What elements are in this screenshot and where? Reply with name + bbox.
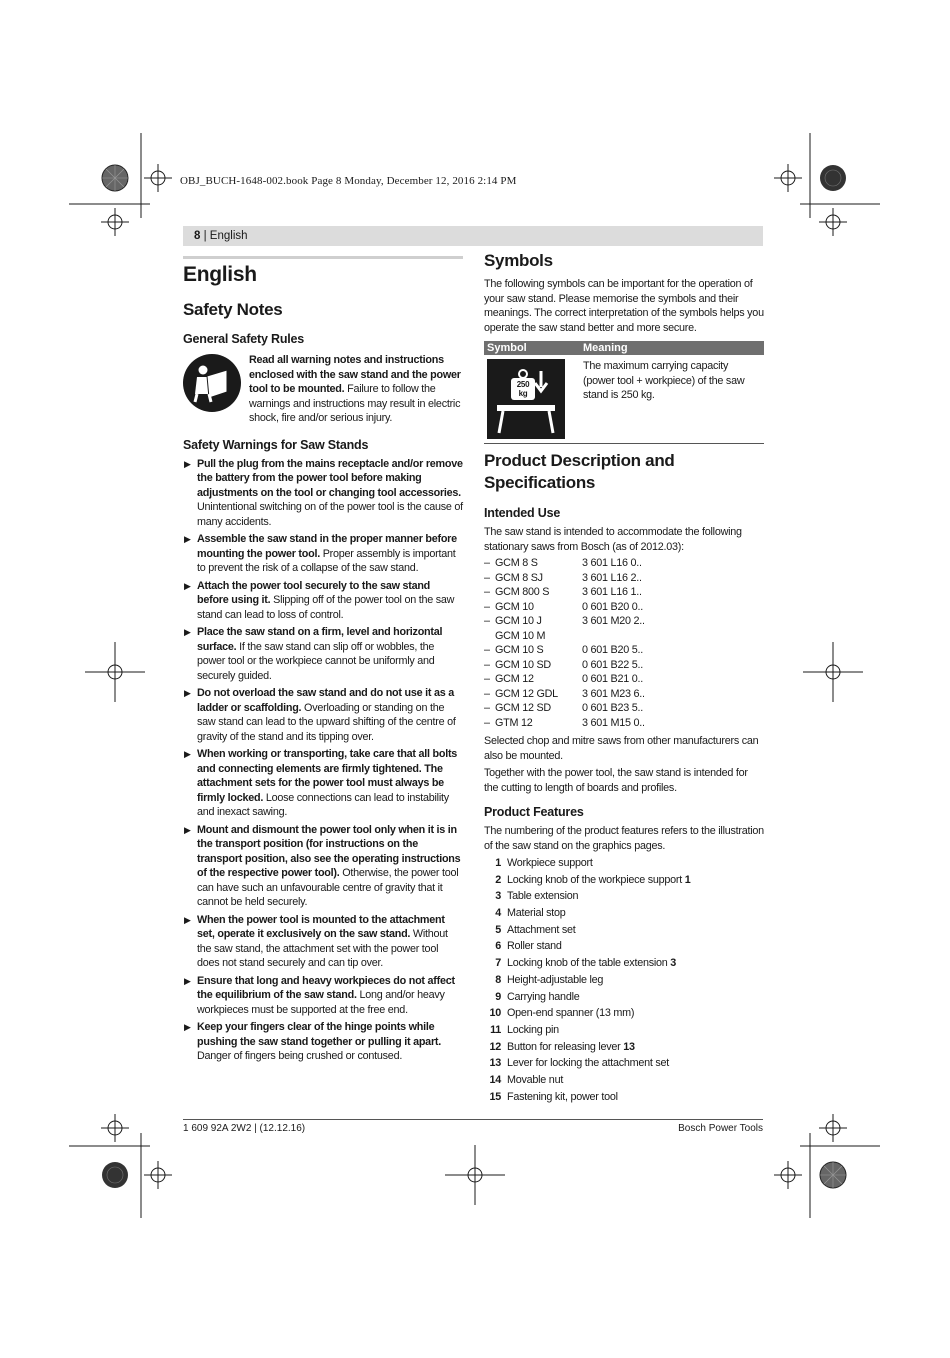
saw-models-list [484, 556, 764, 730]
title-rule [183, 256, 463, 259]
symbols-heading: Symbols [484, 251, 553, 270]
list-item: – GCM 10 S 0 601 B20 5.. [484, 644, 643, 656]
warning-item: ▶ Keep your fingers clear of the hinge points while pushing the saw stand together or pulling it apart. Danger of fingers being crushed or contused. [184, 1021, 441, 1062]
header-language: English [209, 230, 248, 242]
product-description-heading: Product Description and Specifications [484, 451, 675, 492]
list-item: 3 Table extension [495, 890, 579, 903]
read-manual-icon [183, 354, 241, 412]
capacity-value: 250 [516, 380, 530, 389]
list-item: – GCM 12 SD 0 601 B23 5.. [484, 702, 643, 714]
warning-item: ▶ Assemble the saw stand in the proper manner before mounting the power tool. Proper assembly is important to prevent the risk of a collapse of the saw stand. [184, 533, 457, 574]
product-features-heading: Product Features [484, 805, 584, 819]
symbols-table [484, 341, 764, 444]
warning-item: ▶ Do not overload the saw stand and do not use it as a ladder or scaffolding. Overloading or standing on the saw stand can lead to the upward shifting of the centre of gravity of the stand and its tipping over. [184, 687, 456, 743]
left-column [183, 256, 463, 1067]
list-item: 5 Attachment set [495, 923, 576, 936]
warning-item: ▶ Mount and dismount the power tool only when it is in the transport position (for instructions on the transport position, also see the operating instructions of the respective power tool). Otherwise, the power tool can have such an unfavourable centre of gravity that it cannot be held securely. [184, 823, 461, 908]
symbol-col-header: Symbol [484, 341, 580, 355]
read-instructions-block [183, 353, 463, 426]
header-separator: | [200, 230, 210, 242]
features-intro: The numbering of the product features refers to the illustration of the saw stand on the graphics pages. [484, 825, 764, 852]
list-item: 8 Height-adjustable leg [495, 973, 604, 986]
warning-item: ▶ Pull the plug from the mains receptacle and/or remove the battery from the power tool before making adjustments on the tool or changing tool accessories. Unintentional switching on of the power tool is the cause of many accidents. [184, 457, 463, 528]
list-item: – GCM 10 SD 0 601 B22 5.. [484, 658, 643, 671]
list-item: 11 Locking pin [490, 1023, 559, 1036]
list-item: 9 Carrying handle [495, 990, 580, 1003]
language-title: English [183, 263, 257, 286]
general-rules-heading: General Safety Rules [183, 332, 305, 346]
list-item: 12 Button for releasing lever 13 [489, 1040, 635, 1053]
list-item: 4 Material stop [495, 907, 566, 920]
list-item: 10 Open-end spanner (13 mm) [489, 1007, 635, 1020]
list-item: 7 Locking knob of the table extension 3 [495, 957, 677, 970]
features-list [484, 856, 764, 1104]
footer-brand: Bosch Power Tools [678, 1123, 763, 1134]
page-header-bar [183, 226, 763, 246]
weight-capacity-icon [487, 359, 565, 439]
saw-warnings-heading: Safety Warnings for Saw Stands [183, 437, 369, 452]
list-item: – GCM 800 S 3 601 L16 1.. [484, 586, 642, 598]
capacity-unit: kg [518, 389, 528, 398]
together-text: Together with the power tool, the saw stand is intended for the cutting to length of boards and profiles. [484, 767, 748, 794]
list-item: – GCM 10 0 601 B20 0.. [484, 600, 643, 613]
right-column [484, 250, 764, 1106]
list-item: – GCM 8 S 3 601 L16 0.. [484, 557, 642, 569]
read-warning-text: Read all warning notes and instructions enclosed with the saw stand and the power tool to be mounted. Failure to follow the warnings and instructions may result in electric shock, fire and/or serious injury. [249, 354, 461, 424]
list-item: 2 Locking knob of the workpiece support 1 [495, 873, 691, 886]
list-item: 14 Movable nut [489, 1073, 564, 1086]
list-item: – GCM 8 SJ 3 601 L16 2.. [484, 571, 642, 584]
list-item: 15 Fastening kit, power tool [489, 1090, 618, 1103]
page-footer [183, 1119, 763, 1134]
warning-item: ▶ When the power tool is mounted to the attachment set, operate it exclusively on the saw stand. Without the saw stand, the attachment set with the power tool does not stand securely and can tip over. [184, 913, 448, 969]
selected-saws-text: Selected chop and mitre saws from other manufacturers can also be mounted. [484, 735, 759, 762]
meaning-col-header: Meaning [580, 341, 764, 355]
list-item: GCM 10 M [495, 629, 546, 642]
warning-item: ▶ Ensure that long and heavy workpieces do not affect the equilibrium of the saw stand. Long and/or heavy workpieces must be supported at the free end. [184, 974, 455, 1016]
list-item: – GCM 12 0 601 B21 0.. [484, 673, 643, 685]
warnings-list [183, 457, 463, 1064]
list-item: – GCM 12 GDL 3 601 M23 6.. [484, 687, 645, 700]
list-item: – GTM 12 3 601 M15 0.. [484, 716, 645, 729]
warning-item: ▶ Place the saw stand on a firm, level and horizontal surface. If the saw stand can slip off or wobbles, the power tool or the workpiece cannot be uniformly and securely guided. [184, 626, 443, 682]
intended-use-heading: Intended Use [484, 506, 561, 520]
page-number: 8 [194, 230, 201, 242]
symbol-meaning: The maximum carrying capacity (power tool + workpiece) of the saw stand is 250 kg. [580, 355, 764, 444]
footer-doc-number: 1 609 92A 2W2 | (12.12.16) [183, 1123, 306, 1134]
warning-item: ▶ When working or transporting, take care that all bolts and connecting elements are firmly tightened. The attachment sets for the power tool must always be firmly locked. Loose connections can lead to instability and inexact sawing. [184, 748, 458, 818]
list-item: 13 Lever for locking the attachment set [489, 1057, 670, 1070]
symbols-intro: The following symbols can be important for the operation of your saw stand. Please memorise the symbols and their meanings. The correct interpretation of the symbols helps you operate the saw stand better and more secure. [484, 278, 764, 334]
table-row [484, 355, 764, 444]
list-item: – GCM 10 J 3 601 M20 2.. [484, 615, 645, 627]
list-item: 6 Roller stand [495, 940, 562, 953]
safety-notes-heading: Safety Notes [183, 300, 283, 319]
print-info-line: OBJ_BUCH-1648-002.book Page 8 Monday, December 12, 2016 2:14 PM [180, 175, 517, 187]
list-item: 1 Workpiece support [495, 857, 593, 869]
intended-use-text: The saw stand is intended to accommodate the following stationary saws from Bosch (as of 2012.03): [484, 526, 742, 553]
warning-item: ▶ Attach the power tool securely to the saw stand before using it. Slipping off of the power tool on the saw stand can lead to loss of control. [184, 579, 455, 621]
